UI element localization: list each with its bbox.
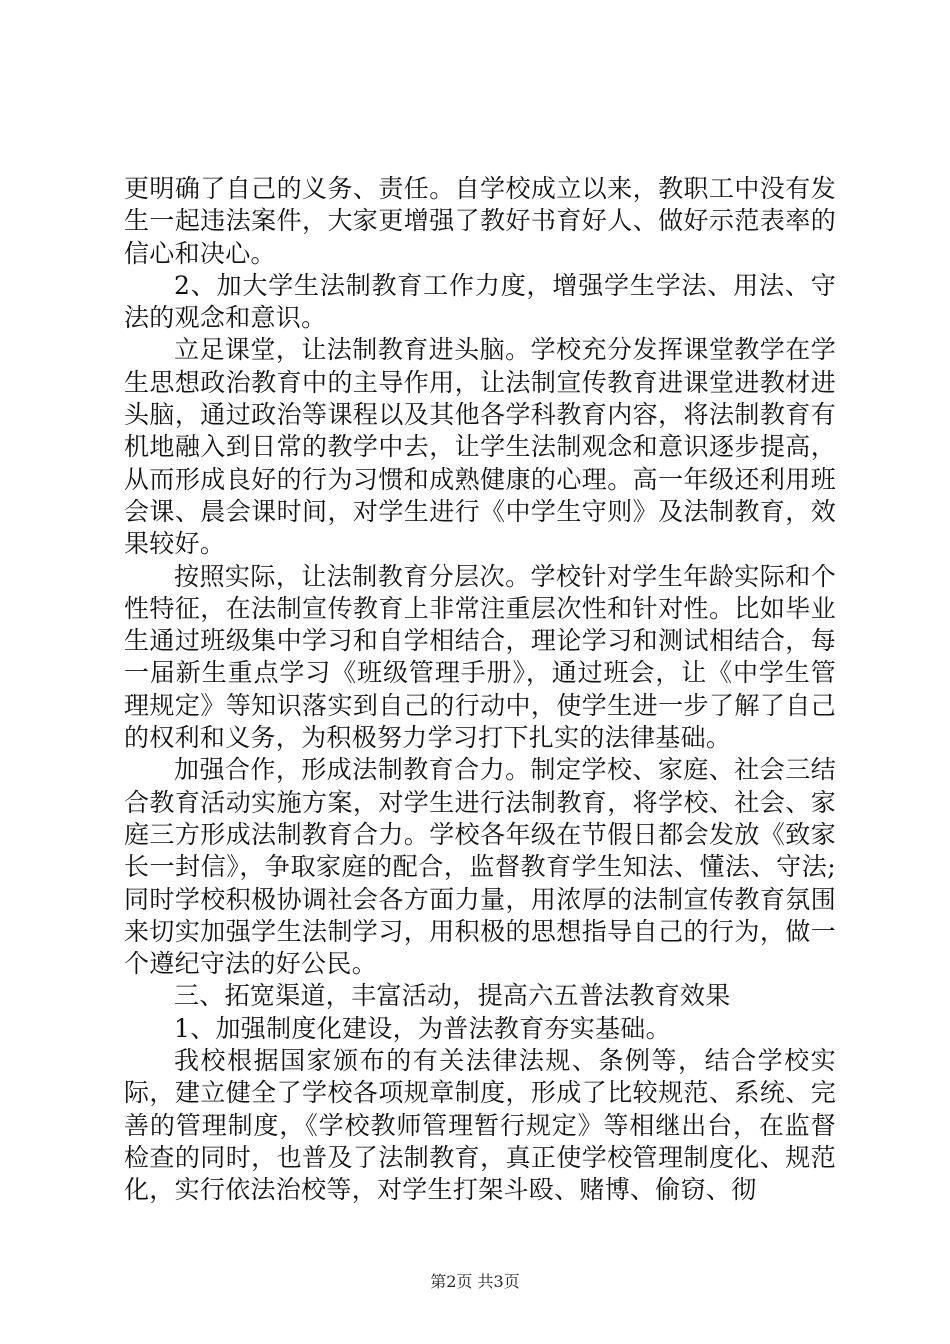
- paragraph-4: 按照实际，让法制教育分层次。学校针对学生年龄实际和个性特征，在法制宣传教育上非常注重层次性和针对性。比如毕业生通过班级集中学习和自学相结合，理论学习和测试相结合，每一届新生重点学习《班级管理手册》，通过班会，让《中学生管理规定》等知识落实到自己的行动中，使学生进一步了解了自己的权利和义务，为积极努力学习打下扎实的法律基础。: [124, 561, 836, 753]
- section-heading: 三、拓宽渠道，丰富活动，提高六五普法教育效果: [174, 981, 731, 1011]
- page-footer: 第2页 共3页: [430, 1272, 520, 1291]
- paragraph-5: 加强合作，形成法制教育合力。制定学校、家庭、社会三结合教育活动实施方案，对学生进行法制教育，将学校、社会、家庭三方形成法制教育合力。学校各年级在节假日都会发放《致家长一封信》，争取家庭的配合，监督教育学生知法、懂法、守法;同时学校积极协调社会各方面力量，用浓厚的法制宣传教育氛围来切实加强学生法制学习，用积极的思想指导自己的行为，做一个遵纪守法的好公民。: [124, 755, 836, 979]
- paragraph-2: 2、加大学生法制教育工作力度，增强学生学法、用法、守法的观念和意识。: [124, 270, 836, 333]
- paragraph-8: 我校根据国家颁布的有关法律法规、条例等，结合学校实际，建立健全了学校各项规章制度，形成了比较规范、系统、完善的管理制度，《学校教师管理暂行规定》等相继出台，在监督检查的同时，也普及了法制教育，真正使学校管理制度化、规范化，实行依法治校等，对学生打架斗殴、赌博、偷窃、彻: [124, 1046, 836, 1205]
- subsection-heading: 1、加强制度化建设，为普法教育夯实基础。: [174, 1013, 671, 1043]
- paragraph-1: 更明确了自己的义务、责任。自学校成立以来，教职工中没有发生一起违法案件，大家更增强了教好书育好人、做好示范表率的信心和决心。: [124, 174, 836, 268]
- document-body: [124, 173, 836, 1207]
- paragraph-3: 立足课堂，让法制教育进头脑。学校充分发挥课堂教学在学生思想政治教育中的主导作用，让法制宣传教育进课堂进教材进头脑，通过政治等课程以及其他各学科教育内容，将法制教育有机地融入到日常的教学中去，让学生法制观念和意识逐步提高，从而形成良好的行为习惯和成熟健康的心理。高一年级还利用班会课、晨会课时间，对学生进行《中学生守则》及法制教育，效果较好。: [124, 335, 836, 559]
